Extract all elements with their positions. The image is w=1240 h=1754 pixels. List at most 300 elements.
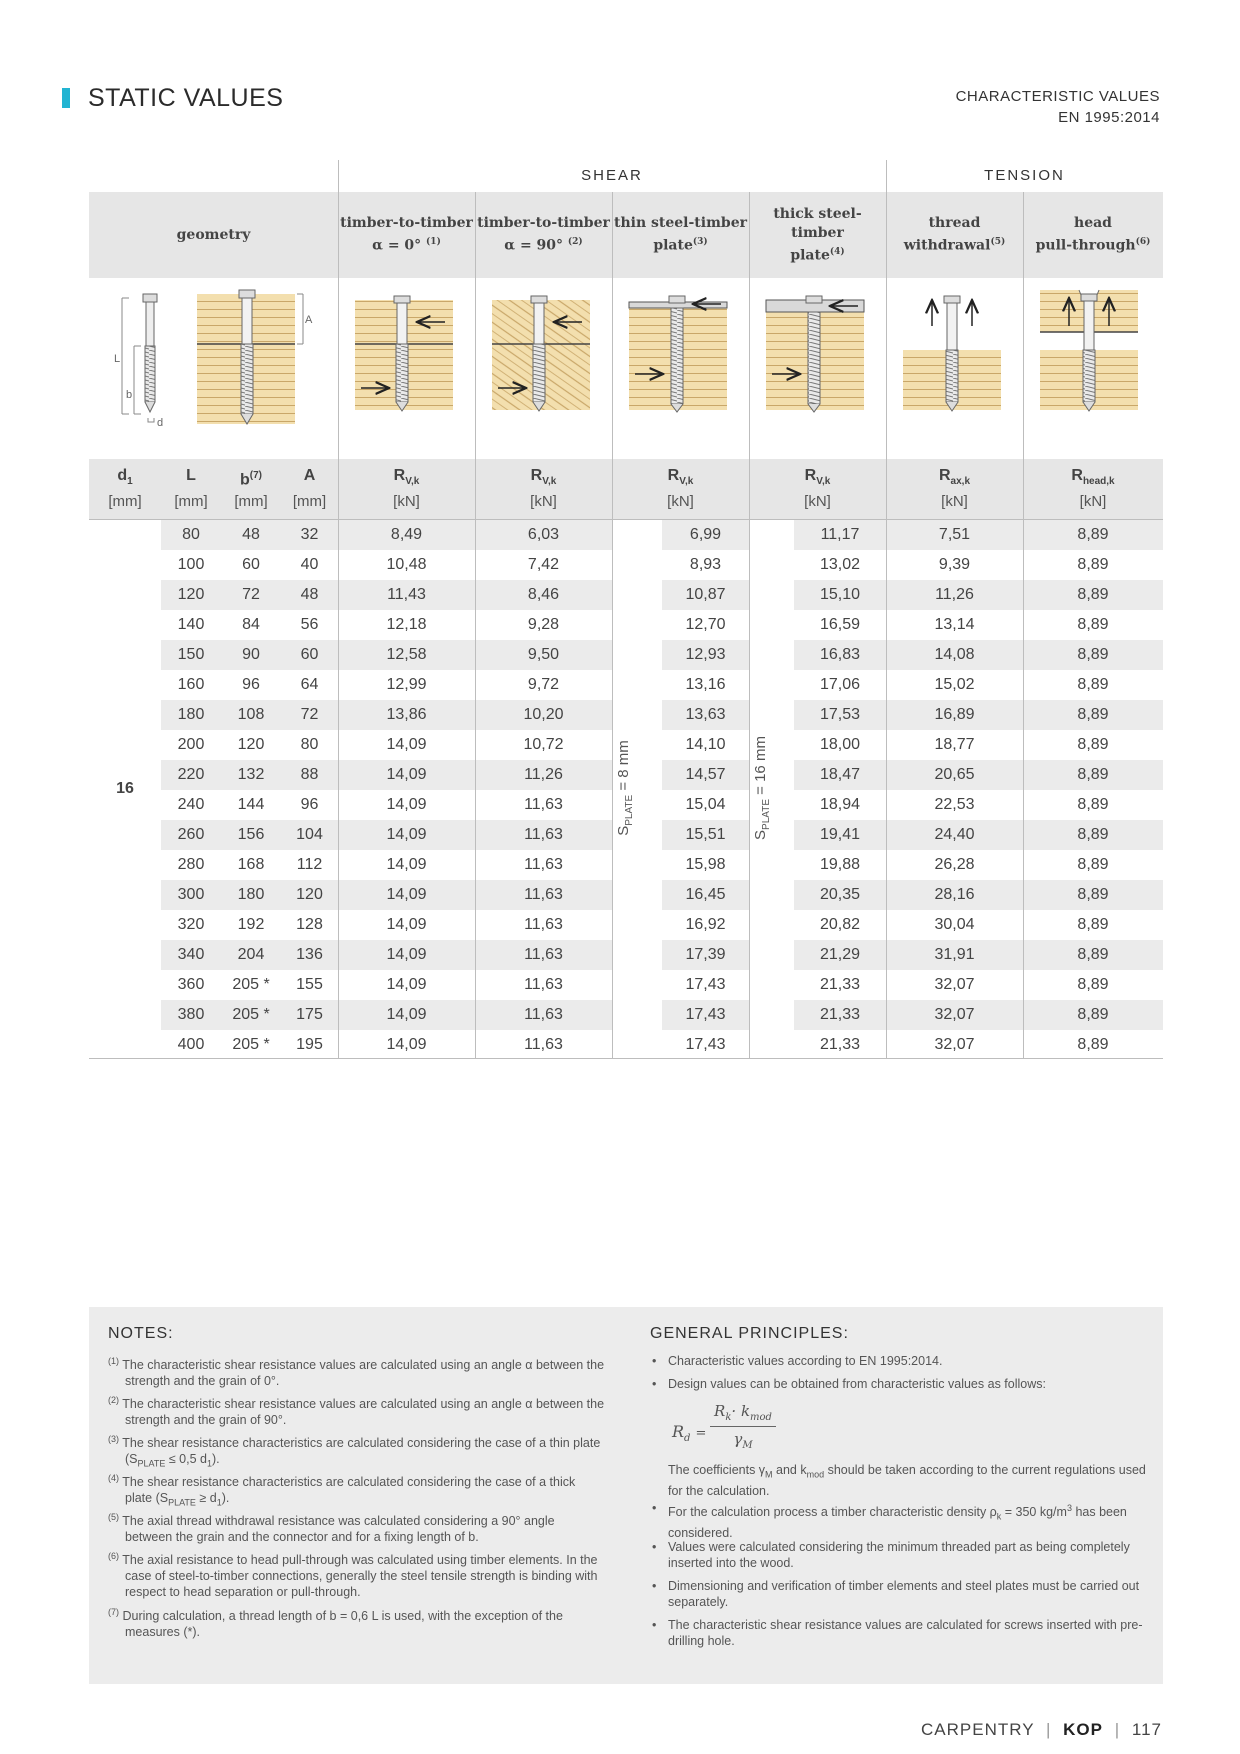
c1-line2: α = 0° [372, 237, 422, 254]
cell-rv-thin: 13,63 [662, 700, 749, 730]
cell-rv-thick: 18,00 [819, 736, 861, 753]
c4-line2: plate [790, 247, 830, 264]
cell-rv-thin: 17,43 [685, 976, 726, 993]
cell-A: 96 [300, 796, 319, 813]
cell-A: 175 [281, 1000, 338, 1030]
cell-rax: 26,28 [934, 856, 975, 873]
note-text: The shear resistance characteristics are calculated considering the case of a thick plate (S [122, 1475, 576, 1506]
cell-b: 90 [221, 640, 281, 670]
cell-rhead: 8,89 [1077, 616, 1109, 633]
cell-rv-thin: 15,98 [685, 856, 726, 873]
cell-rv-90: 9,72 [527, 676, 560, 693]
sym-r-sub: V,k [816, 476, 831, 488]
sym-r: R [393, 467, 406, 484]
cell-b: 204 [221, 940, 281, 970]
principle-6: • The characteristic shear resistance values are calculated for screws inserted with pre-drilling hole. [652, 1618, 1143, 1648]
cell-rv-thick: 20,35 [794, 880, 886, 910]
cell-L: 380 [161, 1000, 221, 1030]
cell-rhead: 8,89 [1023, 1000, 1163, 1030]
cell-L: 280 [177, 856, 205, 873]
page-title: STATIC VALUES [88, 84, 284, 112]
formula-num-sub2: mod [750, 1412, 772, 1423]
table-row [0, 970, 1240, 1000]
table-top-rule [89, 519, 1163, 520]
table-row [0, 700, 1240, 730]
cell-rv-0: 14,09 [386, 976, 427, 993]
cell-rax: 7,51 [886, 520, 1023, 550]
note-text: The axial resistance to head pull-through was calculated using timber elements. In the case of steel-to-timber connections, generally the steel tensile strength is binding with respect to head separation or pull-through. [122, 1553, 598, 1600]
svg-text:A: A [305, 314, 313, 326]
cell-rax: 13,14 [934, 616, 975, 633]
cell-A: 195 [296, 1036, 323, 1053]
cell-rv-90: 11,63 [524, 976, 563, 993]
cell-rv-thick: 16,83 [794, 640, 886, 670]
sym-d1 [89, 463, 161, 515]
cell-A: 120 [281, 880, 338, 910]
c4-ref: (4) [829, 246, 845, 257]
cell-rax: 32,07 [934, 976, 975, 993]
cell-rax: 9,39 [938, 556, 971, 573]
cell-rhead: 8,89 [1077, 556, 1109, 573]
cell-L: 180 [161, 700, 221, 730]
title-accent-bar [62, 88, 70, 108]
note-text: The characteristic shear resistance values are calculated using an angle α between the strength and the grain of 90°. [122, 1397, 605, 1428]
note-2 [108, 1392, 605, 1428]
cell-L: 100 [177, 556, 205, 573]
cell-rv-90: 9,50 [475, 640, 612, 670]
formula-lhs-sub: d [684, 1433, 691, 1445]
cell-b: 205 * [232, 1036, 270, 1053]
plate-val: = 16 mm [752, 736, 769, 799]
sym-rv2 [475, 463, 612, 515]
cell-rv-thin: 8,93 [689, 556, 722, 573]
cell-rv-thick: 21,29 [794, 940, 886, 970]
note-ref: (6) [108, 1551, 119, 1561]
table-bottom-rule [89, 1058, 1163, 1059]
principle-text: The characteristic shear resistance values are calculated for screws inserted with pre-drilling hole. [668, 1618, 1143, 1648]
cell-rv-thick: 18,94 [819, 796, 861, 813]
cell-rv-thick: 21,33 [819, 1036, 861, 1053]
char-values-line2: EN 1995:2014 [1058, 109, 1160, 126]
cell-rv-90: 8,46 [475, 580, 612, 610]
cell-rv-thick: 21,33 [819, 976, 861, 993]
table-row [0, 580, 1240, 610]
principle-text: Design values can be obtained from characteristic values as follows: [668, 1377, 1046, 1391]
cell-rv-0: 14,09 [338, 880, 475, 910]
unit-mm: [mm] [292, 493, 327, 510]
cell-rax: 32,07 [934, 1036, 975, 1053]
note-7 [108, 1604, 605, 1640]
cell-rv-0: 14,09 [386, 1036, 427, 1053]
sym-r: R [667, 467, 680, 484]
cell-L: 200 [177, 736, 205, 753]
cell-rhead: 8,89 [1023, 640, 1163, 670]
cell-rv-0: 14,09 [386, 796, 427, 813]
cell-rv-0: 14,09 [338, 820, 475, 850]
cell-A: 72 [281, 700, 338, 730]
cell-rhead: 8,89 [1077, 976, 1109, 993]
unit-mm: [mm] [234, 493, 268, 510]
cell-rax: 30,04 [934, 916, 975, 933]
header-thread-withdrawal [886, 192, 1023, 278]
principle-text: The coefficients γ [668, 1463, 766, 1477]
cell-rhead: 8,89 [1077, 856, 1109, 873]
cell-L: 340 [161, 940, 221, 970]
unit-kn: [kN] [393, 493, 420, 510]
principle-sup: 3 [1066, 1503, 1072, 1513]
principle-1: • Characteristic values according to EN 1995:2014. [652, 1354, 943, 1368]
header-head-pull-through [1023, 192, 1163, 278]
principles-title: GENERAL PRINCIPLES: [650, 1325, 849, 1342]
cell-rv-thick: 16,59 [819, 616, 861, 633]
cell-rhead: 8,89 [1023, 520, 1163, 550]
cell-rax: 20,65 [886, 760, 1023, 790]
cell-b: 48 [221, 520, 281, 550]
cell-A: 32 [281, 520, 338, 550]
unit-kn: [kN] [1079, 493, 1107, 510]
cell-rv-0: 14,09 [386, 916, 427, 933]
sym-b [221, 463, 281, 515]
table-row [0, 520, 1240, 550]
cell-rhead: 8,89 [1077, 796, 1109, 813]
note-ref: (7) [108, 1607, 119, 1617]
geometry-screw-icon [114, 294, 163, 429]
cell-rv-thin: 17,43 [662, 1000, 749, 1030]
plate-s: S [615, 825, 632, 836]
formula-lhs: R [672, 1422, 685, 1441]
note-ref: (3) [108, 1434, 119, 1444]
c3-ref: (3) [692, 237, 708, 248]
page-footer: CARPENTRY | KOP | 117 [921, 1720, 1162, 1739]
cell-rv-thick: 17,06 [819, 676, 861, 693]
note-sub: 1 [206, 1458, 212, 1469]
cell-A: 88 [281, 760, 338, 790]
cell-b: 192 [237, 916, 265, 933]
characteristic-values-label [956, 86, 1160, 128]
design-value-formula [672, 1400, 812, 1458]
cell-rax: 28,16 [886, 880, 1023, 910]
geometry-timber-icon [197, 290, 313, 424]
principle-text: Values were calculated considering the minimum threaded part as being completely inserted into the wood. [668, 1540, 1130, 1570]
cell-rv-thin: 12,70 [685, 616, 726, 633]
c2-ref: (2) [567, 237, 583, 248]
sym-r: R [804, 467, 817, 484]
formula-num: R [714, 1402, 726, 1420]
cell-rv-90: 10,72 [523, 736, 564, 753]
sym-rhead [1023, 463, 1163, 515]
sym-r-sub: head,k [1082, 476, 1115, 488]
cell-rv-90: 11,26 [475, 760, 612, 790]
sym-rv3 [612, 463, 749, 515]
sym-rv4 [749, 463, 886, 515]
table-row [0, 880, 1240, 910]
sym-r: R [938, 467, 951, 484]
principle-text: Dimensioning and verification of timber elements and steel plates must be carried out separately. [668, 1579, 1140, 1609]
header-geometry [89, 192, 338, 278]
note-text: The shear resistance characteristics are calculated considering the case of a thin plate (S [122, 1436, 601, 1467]
c5-line1: thread [928, 215, 981, 232]
cell-rv-0: 12,18 [386, 616, 427, 633]
sym-rax [886, 463, 1023, 515]
cell-b: 144 [237, 796, 265, 813]
cell-rv-90: 9,28 [527, 616, 560, 633]
cell-rv-0: 14,09 [386, 736, 427, 753]
plate-s: S [752, 829, 769, 840]
note-6 [108, 1548, 605, 1600]
c2-line2: α = 90° [504, 237, 564, 254]
cell-L: 160 [177, 676, 205, 693]
cell-b: 132 [221, 760, 281, 790]
cell-rv-90: 6,03 [475, 520, 612, 550]
cell-rv-thin: 17,43 [685, 1036, 726, 1053]
cell-rv-thin: 10,87 [662, 580, 749, 610]
sym-r-sub: ax,k [950, 476, 971, 488]
group-shear: SHEAR [581, 167, 643, 184]
cell-rv-thick: 11,17 [794, 520, 886, 550]
sym-A [281, 463, 338, 515]
cell-rhead: 8,89 [1023, 700, 1163, 730]
cell-rv-thin: 12,93 [662, 640, 749, 670]
sym-r-sub: V,k [679, 476, 694, 488]
cell-rv-thick: 19,88 [819, 856, 861, 873]
principle-sub: mod [806, 1469, 825, 1480]
divider [1023, 192, 1024, 1059]
cell-L: 360 [177, 976, 205, 993]
withdrawal-diagram-icon [903, 296, 1001, 411]
cell-rv-90: 11,63 [475, 940, 612, 970]
svg-text:b: b [126, 389, 133, 401]
cell-b: 180 [221, 880, 281, 910]
sym-r-sub: V,k [542, 476, 557, 488]
svg-text:L: L [114, 353, 121, 365]
note-ref: (2) [108, 1395, 119, 1405]
c4-line1: thick steel-timber [773, 205, 862, 241]
cell-rhead: 8,89 [1023, 760, 1163, 790]
cell-rv-0: 14,09 [338, 760, 475, 790]
cell-rv-thick: 13,02 [819, 556, 861, 573]
cell-rv-thin: 16,92 [685, 916, 726, 933]
c2-line1: timber-to-timber [477, 215, 610, 232]
cell-rv-thin: 16,45 [662, 880, 749, 910]
cell-rax: 14,08 [886, 640, 1023, 670]
table-row [0, 640, 1240, 670]
cell-L: 140 [177, 616, 205, 633]
footer-brand: KOP [1063, 1720, 1103, 1739]
divider [886, 160, 887, 1059]
cell-rv-90: 11,63 [524, 1036, 563, 1053]
formula-eq: = [695, 1426, 707, 1441]
divider [338, 160, 339, 1059]
cell-rv-thick: 20,82 [819, 916, 861, 933]
cell-rv-thin: 6,99 [662, 520, 749, 550]
cell-A: 60 [281, 640, 338, 670]
formula-den: γ [733, 1430, 743, 1448]
cell-L: 150 [161, 640, 221, 670]
cell-b: 108 [221, 700, 281, 730]
c6-line2: pull-through [1035, 237, 1136, 254]
sym-L-label: L [186, 467, 196, 484]
cell-rv-0: 11,43 [338, 580, 475, 610]
cell-A: 80 [300, 736, 319, 753]
cell-A: 136 [281, 940, 338, 970]
cell-rhead: 8,89 [1023, 580, 1163, 610]
cell-rv-90: 11,63 [475, 820, 612, 850]
principle-text: has been considered. [668, 1505, 1127, 1540]
cell-rv-90: 7,42 [527, 556, 560, 573]
note-text: ). [221, 1491, 230, 1506]
cell-rv-0: 14,09 [338, 940, 475, 970]
c5-ref: (5) [990, 237, 1006, 248]
cell-rv-90: 11,63 [475, 880, 612, 910]
c6-line1: head [1074, 215, 1112, 232]
cell-rv-0: 12,99 [386, 676, 427, 693]
principle-sub: M [765, 1469, 773, 1480]
cell-rv-0: 14,09 [386, 856, 427, 873]
divider [749, 192, 750, 1059]
cell-rv-0: 8,49 [338, 520, 475, 550]
table-row [0, 910, 1240, 940]
table-row [0, 670, 1240, 700]
fraction-bar [710, 1426, 776, 1427]
cell-L: 120 [161, 580, 221, 610]
cell-A: 56 [300, 616, 319, 633]
connection-diagrams [89, 278, 1163, 459]
unit-kn: [kN] [804, 493, 831, 510]
cell-L: 220 [161, 760, 221, 790]
shear-0-diagram-icon [355, 296, 453, 411]
cell-b: 156 [221, 820, 281, 850]
cell-rhead: 8,89 [1023, 820, 1163, 850]
cell-rv-thin: 13,16 [685, 676, 726, 693]
cell-rv-thin: 15,51 [662, 820, 749, 850]
cell-b: 168 [237, 856, 265, 873]
cell-b: 84 [242, 616, 260, 633]
cell-rax: 11,26 [886, 580, 1023, 610]
cell-rax: 24,40 [886, 820, 1023, 850]
header-timber-timber-90 [475, 192, 612, 278]
cell-b: 205 * [221, 1000, 281, 1030]
cell-rhead: 8,89 [1023, 880, 1163, 910]
c6-ref: (6) [1135, 237, 1151, 248]
note-5 [108, 1509, 605, 1545]
principle-text: Characteristic values according to EN 1995:2014. [668, 1354, 943, 1368]
note-sub: PLATE [168, 1497, 196, 1508]
note-text: ≤ 0,5 d [165, 1452, 207, 1467]
cell-rax: 18,77 [934, 736, 975, 753]
note-3 [108, 1431, 605, 1472]
cell-rv-90: 11,63 [524, 856, 563, 873]
principle-sub: k [996, 1511, 1002, 1522]
note-1 [108, 1353, 605, 1389]
principle-3: • For the calculation process a timber characteristic density $\rho_k = 350$ $kg/m^3$ has been considered. [652, 1501, 1127, 1540]
cell-L: 80 [161, 520, 221, 550]
principle-text: For the calculation process a timber characteristic density ρ [668, 1505, 997, 1520]
principle-2: • Design values can be obtained from characteristic values as follows: [652, 1377, 1046, 1391]
cell-rv-0: 14,09 [338, 1000, 475, 1030]
cell-rv-thin: 15,04 [685, 796, 726, 813]
cell-rv-thick: 19,41 [794, 820, 886, 850]
note-text: ≥ d [195, 1491, 217, 1506]
d1-value: 16 [116, 780, 134, 797]
header-geometry-label: geometry [176, 226, 251, 243]
table-row [0, 610, 1240, 640]
cell-b: 60 [242, 556, 260, 573]
cell-L: 320 [177, 916, 205, 933]
cell-b: 205 * [232, 976, 270, 993]
cell-L: 400 [177, 1036, 205, 1053]
cell-rhead: 8,89 [1077, 916, 1109, 933]
cell-rv-thin: 17,39 [662, 940, 749, 970]
cell-L: 240 [177, 796, 205, 813]
cell-rax: 16,89 [886, 700, 1023, 730]
thick-plate-diagram-icon [766, 296, 864, 412]
cell-rhead: 8,89 [1077, 676, 1109, 693]
thick-plate-label [752, 728, 772, 848]
table-row [0, 1000, 1240, 1030]
notes-title: NOTES: [108, 1325, 174, 1342]
pull-through-diagram-icon [1040, 290, 1138, 411]
sym-r: R [530, 467, 543, 484]
header-thin-steel-plate [612, 192, 749, 278]
unit-mm: [mm] [174, 493, 208, 510]
cell-rv-thick: 15,10 [794, 580, 886, 610]
plate-val: = 8 mm [615, 740, 632, 795]
principle-5: • Dimensioning and verification of timber elements and steel plates must be carried out separately. [652, 1579, 1140, 1609]
cell-rv-90: 11,63 [524, 796, 563, 813]
c3-line1: thin steel-timber [614, 215, 747, 232]
note-text: ). [211, 1452, 220, 1467]
note-ref: (1) [108, 1356, 119, 1366]
cell-rax: 31,91 [886, 940, 1023, 970]
cell-rv-thin: 14,57 [662, 760, 749, 790]
sym-b-sup: (7) [249, 470, 262, 481]
unit-kn: [kN] [941, 493, 968, 510]
c1-ref: (1) [426, 237, 441, 248]
cell-rv-thick: 21,33 [794, 1000, 886, 1030]
cell-rax: 32,07 [886, 1000, 1023, 1030]
sym-d1-label: d [117, 467, 128, 484]
sym-r-sub: V,k [405, 476, 420, 488]
cell-b: 120 [237, 736, 265, 753]
sym-L [161, 463, 221, 515]
sym-b-label: b [239, 471, 250, 489]
principle-text: should be taken according to the current regulations used for the calculation. [668, 1463, 1146, 1498]
cell-rv-0: 10,48 [386, 556, 427, 573]
header-thick-steel-plate [749, 192, 886, 278]
note-sub: PLATE [137, 1458, 166, 1469]
cell-rv-thick: 17,53 [794, 700, 886, 730]
plate-sub: PLATE [761, 799, 772, 830]
cell-rv-thick: 18,47 [794, 760, 886, 790]
sym-rv1 [338, 463, 475, 515]
cell-rax: 22,53 [934, 796, 975, 813]
cell-rv-90: 11,63 [524, 916, 563, 933]
cell-A: 112 [296, 856, 323, 873]
table-row [0, 940, 1240, 970]
cell-A: 48 [281, 580, 338, 610]
cell-A: 128 [296, 916, 323, 933]
table-row [0, 1030, 1240, 1060]
cell-rv-0: 12,58 [338, 640, 475, 670]
sym-A-label: A [303, 467, 316, 484]
cell-rv-90: 11,63 [475, 1000, 612, 1030]
principle-text: = 350 kg/m [1001, 1505, 1067, 1520]
table-row [0, 550, 1240, 580]
note-text: The characteristic shear resistance values are calculated using an angle α between the strength and the grain of 0°. [122, 1358, 605, 1389]
note-ref: (5) [108, 1512, 119, 1522]
cell-rhead: 8,89 [1023, 940, 1163, 970]
unit-mm: [mm] [108, 493, 142, 510]
